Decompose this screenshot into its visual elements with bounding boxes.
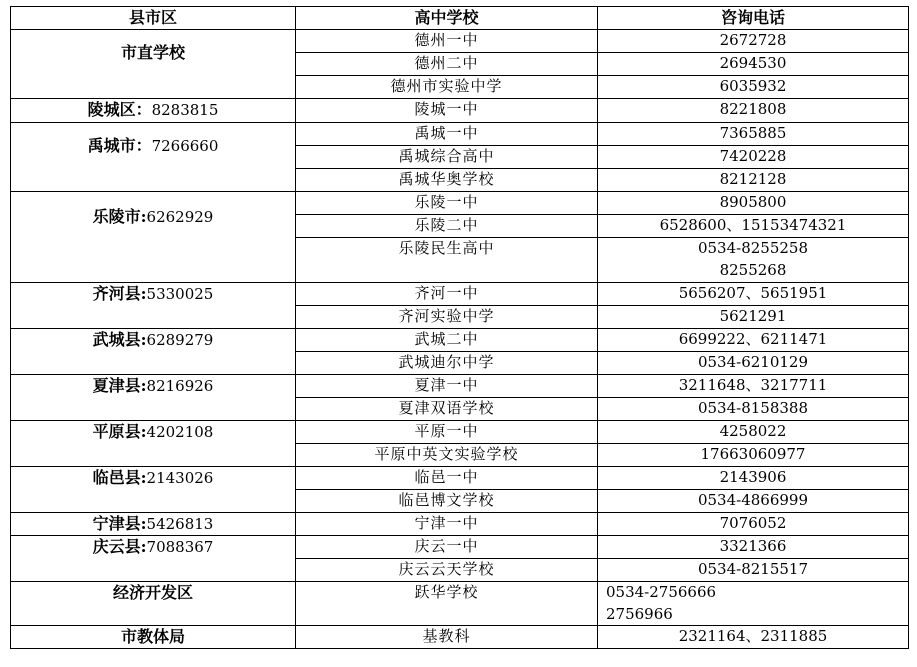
county-name: 平原县: xyxy=(92,421,147,441)
table-row xyxy=(11,99,909,123)
county-phone: 2143026 xyxy=(146,468,214,487)
phone-cell: 5621291 xyxy=(598,305,909,328)
phone-cell: 6035932 xyxy=(598,76,909,99)
header-county: 县市区 xyxy=(11,7,296,30)
phone-cell: 7365885 xyxy=(598,122,909,145)
county-cell xyxy=(11,466,296,512)
school-cell: 德州二中 xyxy=(296,53,598,76)
table-row xyxy=(11,512,909,536)
county-cell xyxy=(11,582,296,626)
school-contact-table xyxy=(10,6,909,649)
county-phone: 6289279 xyxy=(146,330,214,349)
school-cell: 禹城综合高中 xyxy=(296,145,598,168)
county-cell xyxy=(11,122,296,191)
phone-cell: 6699222、6211471 xyxy=(598,328,909,351)
table-row xyxy=(11,466,909,489)
school-cell: 夏津一中 xyxy=(296,374,598,397)
phone-cell: 2143906 xyxy=(598,466,909,489)
table-row xyxy=(11,536,909,559)
county-name: 齐河县: xyxy=(92,283,147,303)
county-name: 禹城市： xyxy=(87,135,152,155)
table-row xyxy=(11,30,909,53)
county-phone: 5426813 xyxy=(146,514,214,533)
school-cell: 齐河实验中学 xyxy=(296,305,598,328)
header-school: 高中学校 xyxy=(296,7,598,30)
school-cell: 平原中英文实验学校 xyxy=(296,443,598,466)
county-phone: 6262929 xyxy=(146,207,214,226)
county-name: 夏津县: xyxy=(92,375,147,395)
school-cell: 庆云一中 xyxy=(296,536,598,559)
school-cell: 夏津双语学校 xyxy=(296,397,598,420)
county-cell xyxy=(11,536,296,582)
school-cell: 德州一中 xyxy=(296,30,598,53)
school-cell: 基教科 xyxy=(296,626,598,649)
school-cell: 乐陵一中 xyxy=(296,191,598,214)
table-row xyxy=(11,191,909,214)
table-row xyxy=(11,582,909,626)
phone-cell: 5656207、5651951 xyxy=(598,282,909,305)
county-name: 庆云县: xyxy=(92,537,147,557)
school-cell: 陵城一中 xyxy=(296,99,598,123)
county-name: 乐陵市: xyxy=(92,206,147,226)
phone-cell: 2672728 xyxy=(598,30,909,53)
county-cell xyxy=(11,99,296,123)
county-phone: 7266660 xyxy=(151,136,219,155)
header-phone: 咨询电话 xyxy=(598,7,909,30)
school-cell: 庆云云天学校 xyxy=(296,559,598,582)
phone-line: 0534-2756666 xyxy=(606,583,717,602)
school-cell: 乐陵民生高中 xyxy=(296,237,598,282)
school-cell: 临邑一中 xyxy=(296,466,598,489)
phone-line: 2756966 xyxy=(606,604,673,623)
phone-cell: 17663060977 xyxy=(598,443,909,466)
school-cell: 乐陵二中 xyxy=(296,214,598,237)
phone-cell: 7076052 xyxy=(598,512,909,536)
table-row xyxy=(11,328,909,351)
phone-cell: 8905800 xyxy=(598,191,909,214)
county-name: 武城县: xyxy=(92,329,147,349)
school-name: 跃华学校 xyxy=(414,583,479,602)
table-row xyxy=(11,282,909,305)
county-name: 经济开发区 xyxy=(112,583,193,603)
school-cell: 齐河一中 xyxy=(296,282,598,305)
table-row xyxy=(11,626,909,649)
phone-cell: 8221808 xyxy=(598,99,909,123)
county-cell xyxy=(11,30,296,99)
phone-cell: 2321164、2311885 xyxy=(598,626,909,649)
phone-cell xyxy=(598,582,909,626)
county-name: 宁津县: xyxy=(92,513,147,533)
county-phone: 4202108 xyxy=(146,422,214,441)
county-phone: 8283815 xyxy=(151,101,219,119)
phone-cell: 0534-6210129 xyxy=(598,351,909,374)
phone-cell: 0534-8215517 xyxy=(598,559,909,582)
county-phone: 5330025 xyxy=(146,284,214,303)
school-cell: 武城二中 xyxy=(296,328,598,351)
phone-cell: 0534-8158388 xyxy=(598,397,909,420)
county-cell xyxy=(11,282,296,328)
school-cell: 禹城一中 xyxy=(296,122,598,145)
county-name: 临邑县: xyxy=(92,467,147,487)
phone-cell: 7420228 xyxy=(598,145,909,168)
phone-cell: 3211648、3217711 xyxy=(598,374,909,397)
table-row xyxy=(11,122,909,145)
county-phone: 8216926 xyxy=(146,376,214,395)
county-name: 陵城区： xyxy=(87,100,152,119)
table-row xyxy=(11,420,909,443)
phone-cell: 0534-4866999 xyxy=(598,489,909,512)
county-cell xyxy=(11,328,296,374)
phone-cell: 6528600、15153474321 xyxy=(598,214,909,237)
phone-cell: 2694530 xyxy=(598,53,909,76)
county-cell xyxy=(11,512,296,536)
school-cell: 禹城华奥学校 xyxy=(296,168,598,191)
county-cell xyxy=(11,626,296,649)
phone-cell: 3321366 xyxy=(598,536,909,559)
phone-cell: 4258022 xyxy=(598,420,909,443)
school-cell xyxy=(296,582,598,626)
phone-cell: 0534-8255258 xyxy=(598,237,909,260)
header-row xyxy=(11,7,909,30)
county-name: 市直学校 xyxy=(120,43,185,62)
county-cell xyxy=(11,420,296,466)
phone-cell: 8212128 xyxy=(598,168,909,191)
school-cell: 平原一中 xyxy=(296,420,598,443)
county-cell xyxy=(11,191,296,282)
school-cell: 德州市实验中学 xyxy=(296,76,598,99)
county-name: 市教体局 xyxy=(120,627,185,647)
phone-cell: 8255268 xyxy=(598,260,909,283)
school-cell: 武城迪尔中学 xyxy=(296,351,598,374)
county-cell xyxy=(11,374,296,420)
county-phone: 7088367 xyxy=(146,538,214,557)
table-row xyxy=(11,374,909,397)
school-cell: 宁津一中 xyxy=(296,512,598,536)
school-cell: 临邑博文学校 xyxy=(296,489,598,512)
